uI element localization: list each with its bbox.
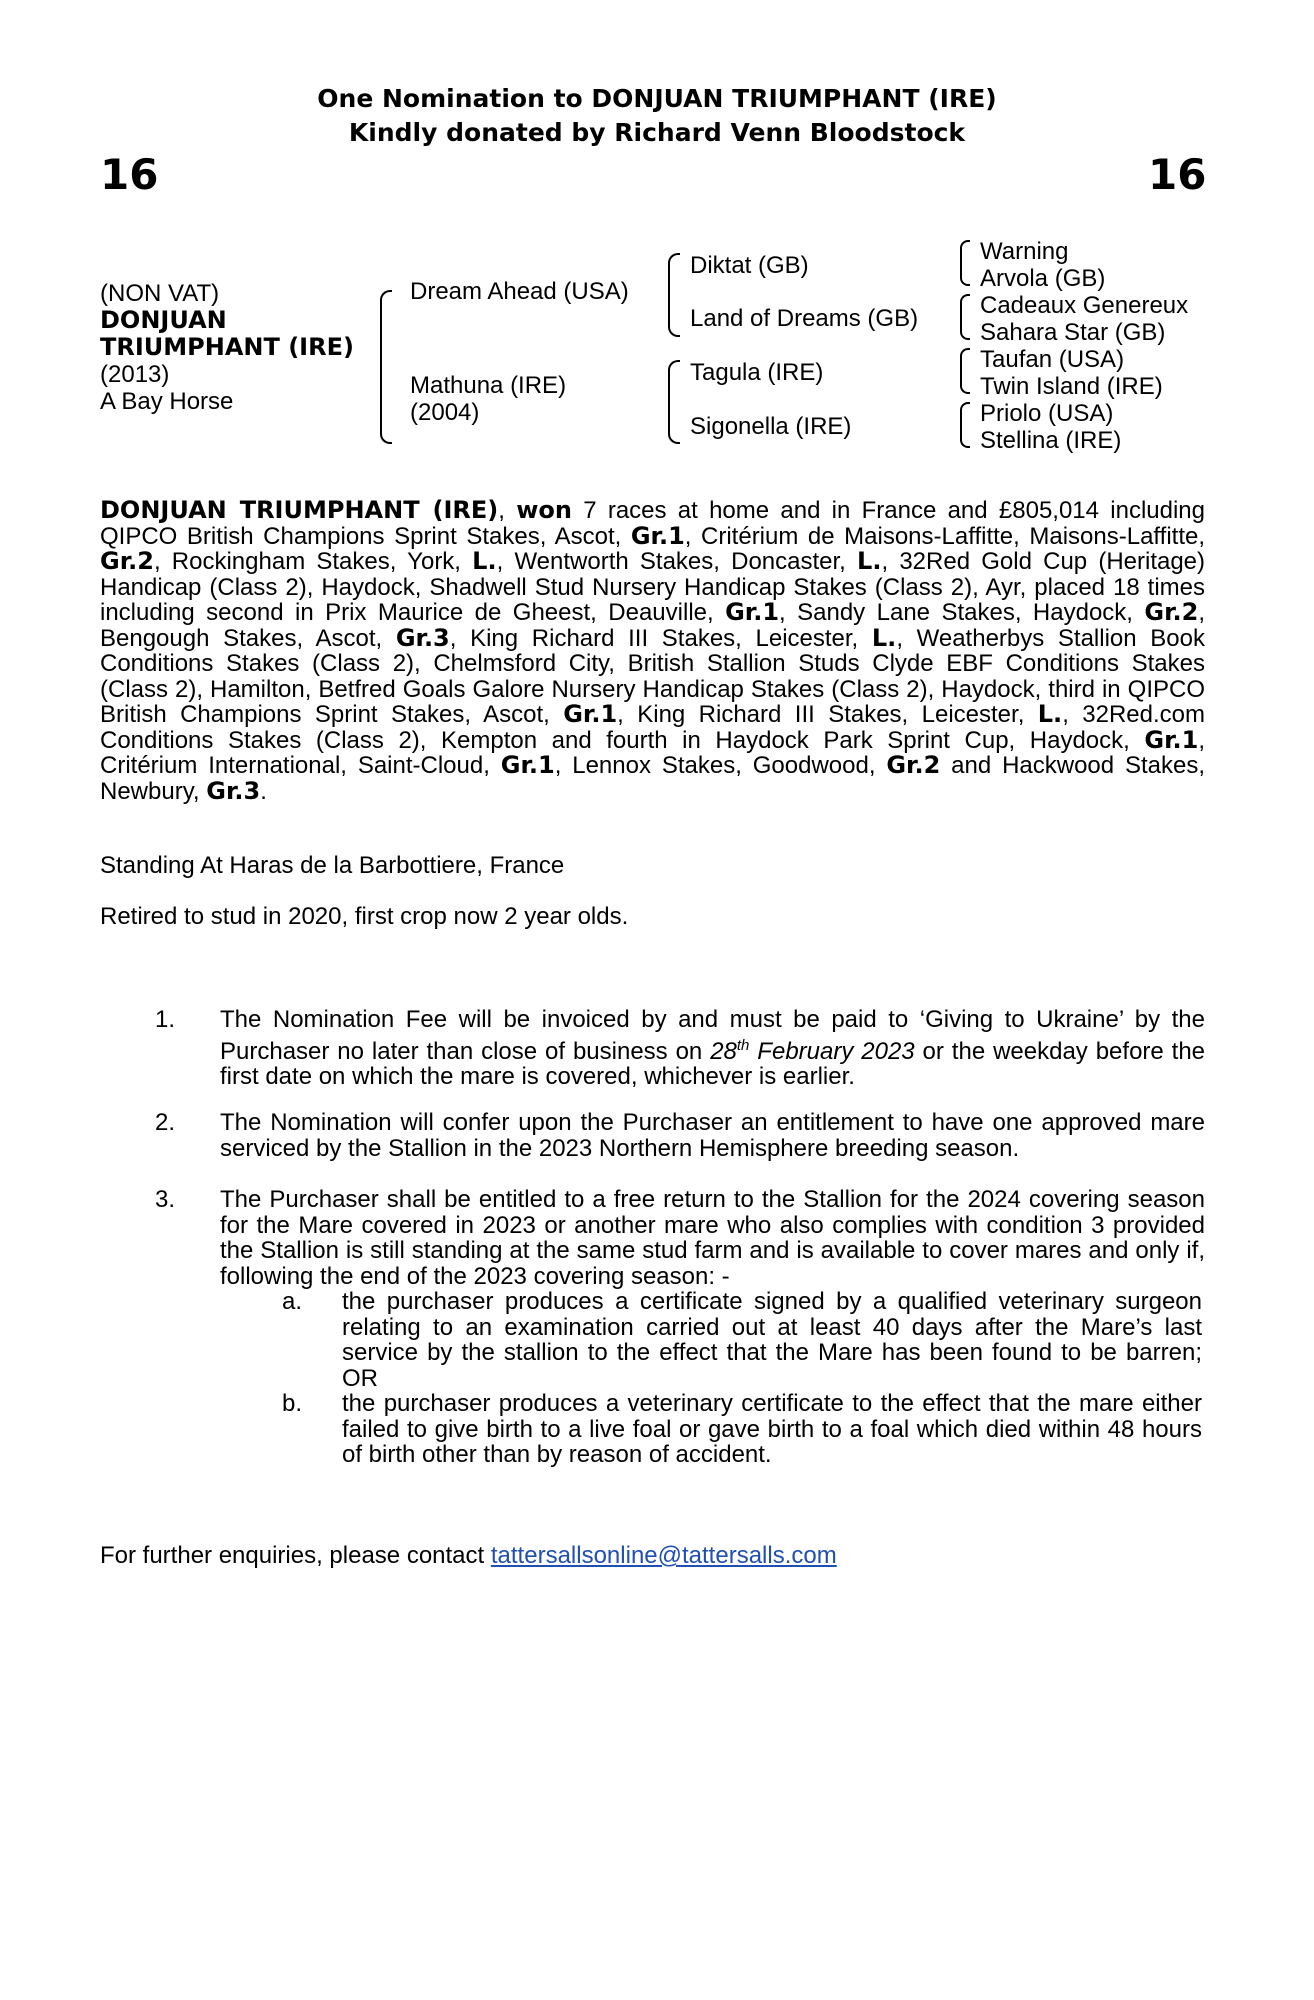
standing-text: Standing At Haras de la Barbottiere, France	[100, 852, 565, 879]
horse-year: (2013)	[100, 361, 170, 388]
race-text: , King Richard III Stakes, Leicester,	[449, 624, 872, 652]
ggp-brace-1	[960, 240, 970, 286]
ggp-brace-3	[960, 348, 970, 394]
condition-text	[220, 1007, 1205, 1090]
race-text: , Wentworth Stakes, Doncaster,	[496, 548, 858, 575]
horse-vat: (NON VAT)	[100, 280, 220, 307]
ggp-brace-2	[960, 294, 970, 340]
ggp-3: Cadeaux Genereux	[980, 292, 1189, 319]
ggp-2: Arvola (GB)	[980, 265, 1106, 292]
ggp-5: Taufan (USA)	[980, 346, 1125, 373]
title-line-1: One Nomination to DONJUAN TRIUMPHANT (IRE)	[317, 84, 997, 113]
grade: L.	[1037, 700, 1063, 728]
grade: Gr.1	[725, 598, 780, 626]
race-text: , Rockingham Stakes, York,	[153, 548, 473, 575]
contact-text: For further enquiries, please contact	[100, 1542, 491, 1569]
race-text: , Weatherbys Stallion Book Conditions Stakes (Class 2), Chelmsford City, British Stallion Studs Clyde EBF Conditions Stakes (Class 2), Hamilton, Betfred Goals Galore Nursery Handicap Stakes (Class 2), Haydock, third in QIPCO British Champions Sprint Stakes, Ascot,	[100, 624, 1205, 728]
title-line-2: Kindly donated by Richard Venn Bloodstock	[348, 118, 966, 147]
subcondition-text: the purchaser produces a certificate signed by a qualified veterinary surgeon relating to an examination carried out at least 40 days after the Mare’s last service by the stallion to the effect that the Mare has been found to be barren; OR	[342, 1288, 1202, 1392]
dam-sire: Tagula (IRE)	[690, 359, 824, 386]
condition-number: 2.	[155, 1109, 176, 1136]
ggp-6: Twin Island (IRE)	[980, 373, 1163, 400]
condition-date: 28th February 2023	[710, 1036, 915, 1065]
condition-number: 3.	[155, 1186, 176, 1213]
grade: Gr.1	[563, 700, 618, 728]
race-text: .	[260, 777, 267, 805]
horse-block	[100, 280, 354, 415]
lot-number-left: 16	[100, 150, 159, 199]
grade: Gr.1	[1144, 725, 1199, 754]
lot-number-right: 16	[1148, 150, 1207, 199]
ggp-8: Stellina (IRE)	[980, 427, 1122, 454]
sire-dam: Land of Dreams (GB)	[690, 305, 919, 332]
race-text: 7 races at home and in France and £805,014 including QIPCO British Champions Sprint Stakes, Ascot,	[100, 497, 1206, 550]
condition-number: 1.	[155, 1006, 176, 1033]
race-text: , Lennox Stakes, Goodwood,	[554, 752, 887, 779]
sire-brace	[668, 253, 680, 337]
dam-name: Mathuna (IRE)	[410, 372, 567, 399]
contact-email-link[interactable]: tattersallsonline@tattersalls.com	[490, 1542, 837, 1569]
ggp-7: Priolo (USA)	[980, 400, 1114, 427]
race-text: , Bengough Stakes, Ascot,	[100, 599, 1205, 652]
race-text: , 32Red.com Conditions Stakes (Class 2), Kempton and fourth in Haydock Park Sprint Cup, Haydock,	[100, 701, 1205, 754]
condition-text: The Nomination will confer upon the Purchaser an entitlement to have one approved mare serviced by the Stallion in the 2023 Northern Hemisphere breeding season.	[220, 1109, 1205, 1162]
grade: Gr.2	[100, 547, 154, 575]
ggp-brace-4	[960, 402, 970, 448]
condition-text-part: The Nomination Fee will be invoiced by and must be paid to ‘Giving to Ukraine’ by the Purchaser no later than close of business on	[220, 1006, 1205, 1065]
race-text: , 32Red Gold Cup (Heritage) Handicap (Class 2), Haydock, Shadwell Stud Nursery Handicap Stakes (Class 2), Ayr, placed 18 times including second in Prix Maurice de Gheest, Deauville,	[100, 548, 1206, 626]
dam-brace	[668, 360, 680, 444]
subcondition-label: a.	[282, 1288, 303, 1315]
dam-dam: Sigonella (IRE)	[690, 413, 852, 440]
ggp-1: Warning	[980, 238, 1069, 265]
sire: Dream Ahead (USA)	[410, 278, 629, 305]
race-record-won: won	[516, 496, 572, 524]
horse-name-line2: TRIUMPHANT (IRE)	[100, 333, 354, 361]
grade: Gr.2	[1144, 598, 1199, 626]
race-text: , Sandy Lane Stakes, Haydock,	[779, 599, 1145, 626]
ggp-4: Sahara Star (GB)	[980, 319, 1166, 346]
condition-text-part: or the weekday before the first date on which the mare is covered, whichever is earlier.	[220, 1037, 1206, 1090]
sire-sire: Diktat (GB)	[690, 252, 809, 279]
contact-line	[100, 1543, 837, 1569]
subcondition-label: b.	[282, 1390, 303, 1417]
grade: L.	[472, 547, 497, 575]
subcondition-text: the purchaser produces a veterinary certificate to the effect that the mare either failed to give birth to a live foal or gave birth to a foal which died within 48 hours of birth other than by reason of accident.	[342, 1390, 1202, 1468]
condition-text: The Purchaser shall be entitled to a free return to the Stallion for the 2024 covering season for the Mare covered in 2023 or another mare who also complies with condition 3 provided the Stallion is still standing at the same stud farm and is available to cover mares and only if, following the end of the 2023 covering season: -	[220, 1186, 1205, 1290]
grade: Gr.3	[206, 776, 261, 805]
horse-description: A Bay Horse	[100, 388, 234, 415]
grade: Gr.1	[500, 751, 555, 779]
grade: L.	[871, 623, 897, 652]
grade: Gr.2	[886, 751, 941, 779]
race-record-name: DONJUAN TRIUMPHANT (IRE)	[100, 496, 499, 524]
race-text: , Critérium International, Saint-Cloud,	[100, 726, 1205, 779]
horse-name-line1: DONJUAN	[100, 306, 227, 334]
race-text: , Critérium de Maisons-Laffitte, Maisons-Laffitte,	[684, 522, 1205, 550]
dam-year: (2004)	[410, 399, 480, 426]
retired-text: Retired to stud in 2020, first crop now 2 year olds.	[100, 903, 629, 930]
grade: Gr.1	[630, 521, 685, 550]
race-record: DONJUAN TRIUMPHANT (IRE), won 7 races at home and in France and £805,014 including QIPCO British Champions Sprint Stakes, Ascot, Gr.1, Critérium de Maisons-Laffitte, Maisons-Laffitte, Gr.2, Rockingham Stakes, York, L., Wentworth Stakes, Doncaster, L., 32Red Gold Cup (Heritage) Handicap (Class 2), Haydock, Shadwell Stud Nursery Handicap Stakes (Class 2), Ayr, placed 18 times including second in Prix Maurice de Gheest, Deauville, Gr.1, Sandy Lane Stakes, Haydock, Gr.2, Bengough Stakes, Ascot, Gr.3, King Richard III Stakes, Leicester, L., Weatherbys Stallion Book Conditions Stakes (Class 2), Chelmsford City, British Stallion Studs Clyde EBF Conditions Stakes (Class 2), Hamilton, Betfred Goals Galore Nursery Handicap Stakes (Class 2), Haydock, third in QIPCO British Champions Sprint Stakes, Ascot, Gr.1, King Richard III Stakes, Leicester, L., 32Red.com Conditions Stakes (Class 2), Kempton and fourth in Haydock Park Sprint Cup, Haydock, Gr.1, Critérium International, Saint-Cloud, Gr.1, Lennox Stakes, Goodwood, Gr.2 and Hackwood Stakes, Newbury, Gr.3.	[100, 496, 1206, 805]
grade: Gr.3	[395, 623, 450, 652]
dam	[410, 372, 566, 426]
race-text: and Hackwood Stakes, Newbury,	[100, 752, 1206, 805]
pedigree-brace-main	[380, 290, 392, 444]
grade: L.	[857, 547, 882, 575]
race-text: , King Richard III Stakes, Leicester,	[617, 701, 1038, 728]
